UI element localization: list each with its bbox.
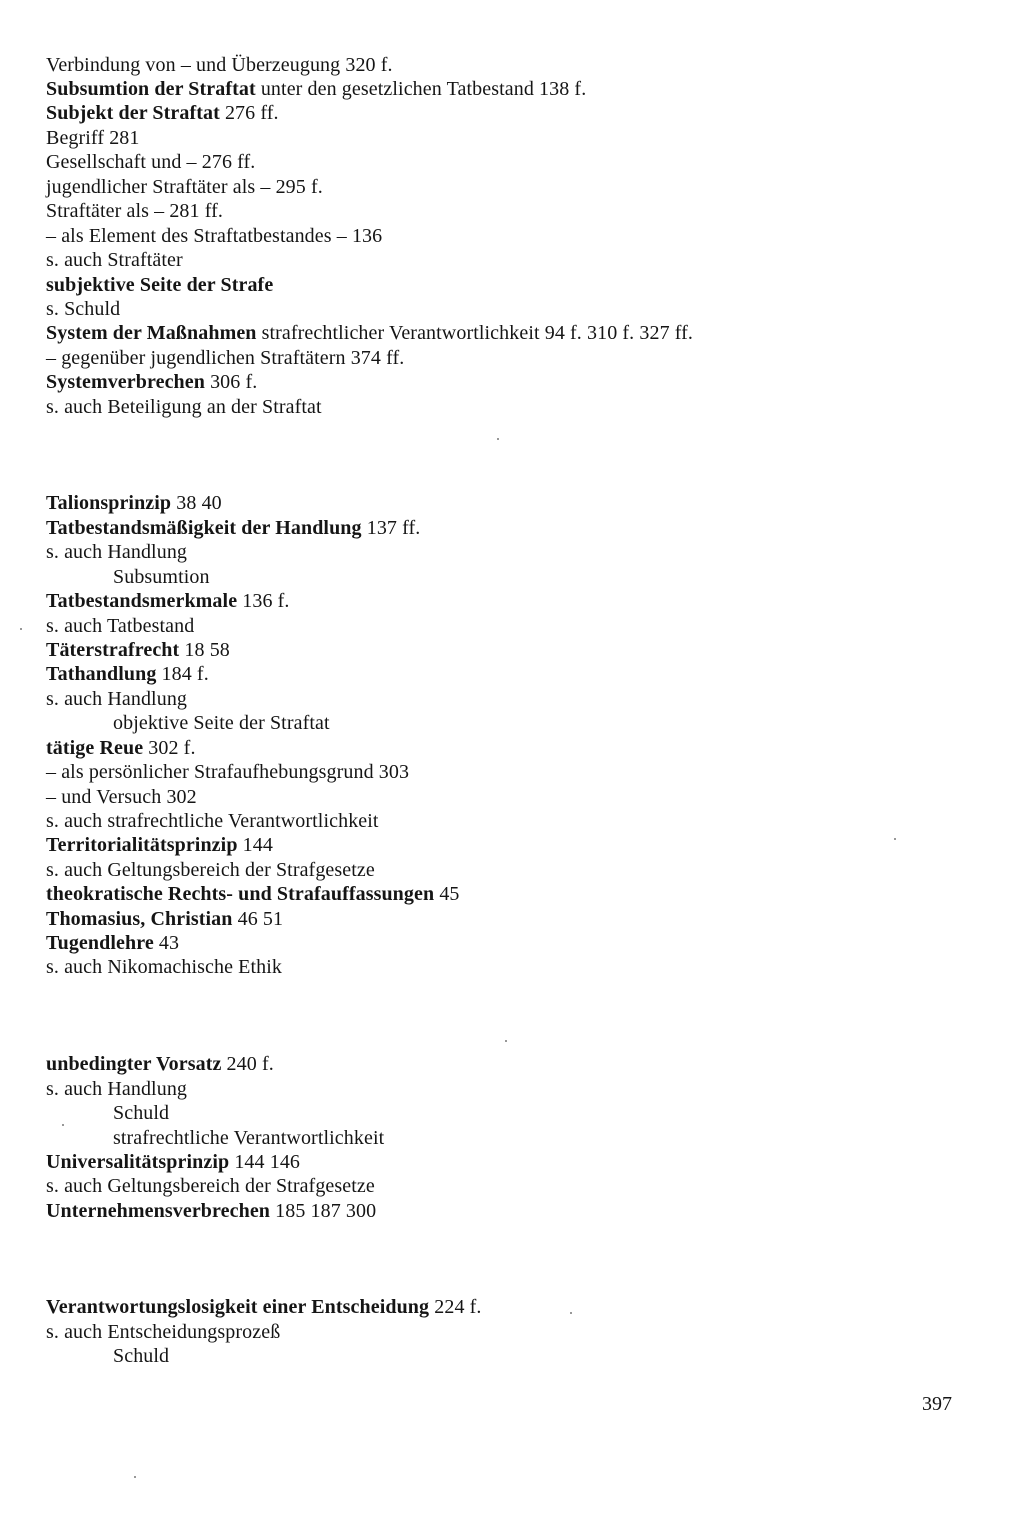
index-line: s. auch Geltungsbereich der Strafgesetze (46, 859, 375, 881)
index-line: Schuld (113, 1102, 170, 1124)
scan-speck (134, 1476, 136, 1478)
index-line: Tatbestandsmerkmale 136 f. (46, 590, 290, 612)
index-line: Talionsprinzip 38 40 (46, 492, 222, 514)
index-line: – gegenüber jugendlichen Straftätern 374 ff. (46, 347, 405, 369)
index-line: Subjekt der Straftat 276 ff. (46, 102, 279, 124)
index-line: s. auch Handlung (46, 541, 188, 563)
index-line: strafrechtliche Verantwortlichkeit (113, 1127, 385, 1149)
scan-speck (505, 1040, 507, 1042)
index-line: s. auch Geltungsbereich der Strafgesetze (46, 1175, 375, 1197)
scan-speck (570, 1312, 572, 1314)
index-line: – als persönlicher Strafaufhebungsgrund 303 (46, 761, 410, 783)
index-line: s. auch Entscheidungsprozeß (46, 1321, 281, 1343)
index-line: objektive Seite der Straftat (113, 712, 330, 734)
scan-speck (62, 1124, 64, 1126)
index-line: – als Element des Straftatbestandes – 136 (46, 225, 383, 247)
index-line: Verbindung von – und Überzeugung 320 f. (46, 54, 393, 76)
index-line: Subsumtion der Straftat unter den gesetzlichen Tatbestand 138 f. (46, 78, 587, 100)
index-line: s. auch Beteiligung an der Straftat (46, 396, 322, 418)
index-line: Subsumtion (113, 566, 210, 588)
index-line: Thomasius, Christian 46 51 (46, 908, 284, 930)
scan-speck (20, 628, 22, 630)
index-line: Unternehmensverbrechen 185 187 300 (46, 1200, 377, 1222)
index-line: s. Schuld (46, 298, 121, 320)
index-line: – und Versuch 302 (46, 786, 197, 808)
index-line: Tatbestandsmäßigkeit der Handlung 137 ff. (46, 517, 421, 539)
index-line: s. auch Tatbestand (46, 615, 195, 637)
index-line: jugendlicher Straftäter als – 295 f. (46, 176, 323, 198)
index-line: Universalitätsprinzip 144 146 (46, 1151, 301, 1173)
page-number: 397 (922, 1393, 952, 1415)
index-line: Territorialitätsprinzip 144 (46, 834, 273, 856)
index-line: tätige Reue 302 f. (46, 737, 196, 759)
index-line: Gesellschaft und – 276 ff. (46, 151, 256, 173)
index-line: Begriff 281 (46, 127, 140, 149)
index-line: Straftäter als – 281 ff. (46, 200, 223, 222)
index-line: theokratische Rechts- und Strafauffassungen 45 (46, 883, 460, 905)
index-line: s. auch Handlung (46, 688, 188, 710)
index-line: Systemverbrechen 306 f. (46, 371, 258, 393)
scan-speck (497, 438, 499, 440)
index-line: Täterstrafrecht 18 58 (46, 639, 230, 661)
index-line: subjektive Seite der Strafe (46, 274, 274, 296)
index-line: Tugendlehre 43 (46, 932, 180, 954)
index-line: s. auch Straftäter (46, 249, 183, 271)
index-line: s. auch Handlung (46, 1078, 188, 1100)
index-line: System der Maßnahmen strafrechtlicher Verantwortlichkeit 94 f. 310 f. 327 ff. (46, 322, 694, 344)
index-line: s. auch strafrechtliche Verantwortlichkeit (46, 810, 379, 832)
index-line: Schuld (113, 1345, 170, 1367)
index-line: Verantwortungslosigkeit einer Entscheidung 224 f. (46, 1296, 482, 1318)
scan-speck (894, 838, 896, 840)
index-line: Tathandlung 184 f. (46, 663, 209, 685)
index-line: unbedingter Vorsatz 240 f. (46, 1053, 274, 1075)
index-line: s. auch Nikomachische Ethik (46, 956, 282, 978)
